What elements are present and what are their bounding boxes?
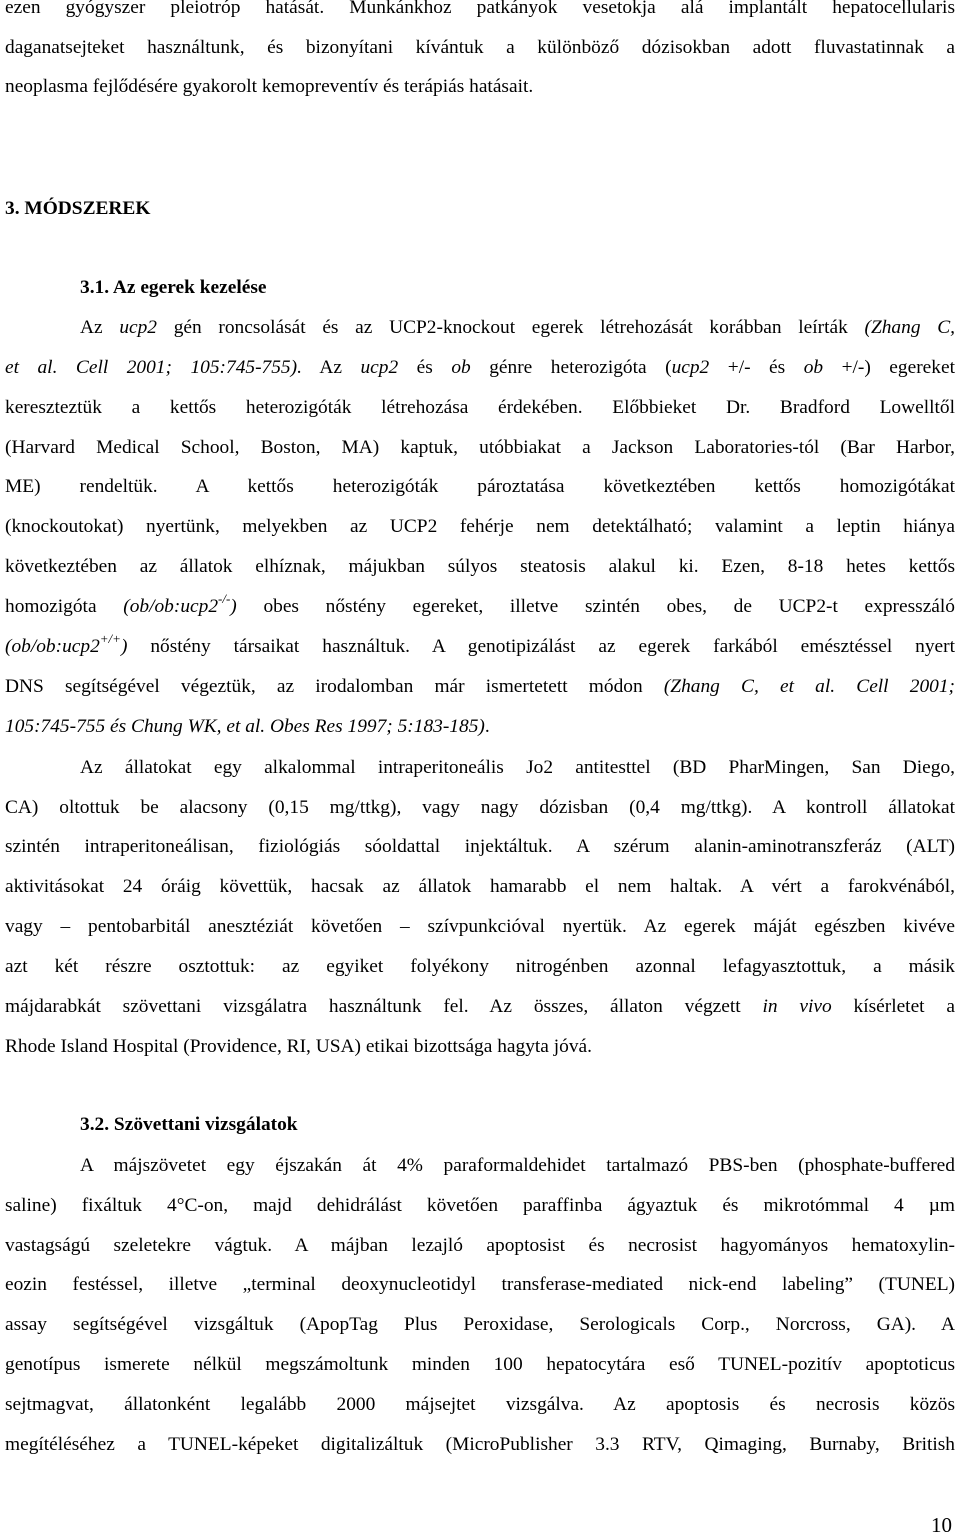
body-line: (knockoutokat) nyertünk, melyekben az UCP2 fehérje nem detektálható; valamint a leptin hiánya: [5, 516, 955, 537]
body-line: vagy – pentobarbitál anesztéziát követően – szívpunkcióval nyertük. Az egerek máját egészben kivéve: [5, 916, 955, 937]
subsection-heading: 3.2. Szövettani vizsgálatok: [80, 1114, 298, 1135]
body-line: ME) rendeltük. A kettős heterozigóták pároztatása következtében kettős homozigótákat: [5, 476, 955, 497]
body-line: saline) fixáltuk 4°C-on, majd dehidrálást követően paraffinba ágyaztuk és mikrotómmal 4 µm: [5, 1195, 955, 1216]
section-heading: 3. MÓDSZEREK: [5, 198, 151, 219]
body-line: (ob/ob:ucp2+/+) nőstény társaikat használtuk. A genotipizálást az egerek farkából emésztéssel nyert: [5, 630, 955, 657]
body-line: megítéléséhez a TUNEL-képeket digitalizáltuk (MicroPublisher 3.3 RTV, Qimaging, Burnaby, British: [5, 1434, 955, 1455]
body-line: assay segítségével vizsgáltuk (ApopTag Plus Peroxidase, Serologicals Corp., Norcross, GA). A: [5, 1314, 955, 1335]
body-line: et al. Cell 2001; 105:745-755). Az ucp2 és ob génre heterozigóta (ucp2 +/- és ob +/-) egereket: [5, 357, 955, 378]
body-line: azt két részre osztottuk: az egyiket folyékony nitrogénben azonnal lefagyasztottuk, a másik: [5, 956, 955, 977]
body-line: (Harvard Medical School, Boston, MA) kaptuk, utóbbiakat a Jackson Laboratories-tól (Bar Harbor,: [5, 437, 955, 458]
body-line: Az állatokat egy alkalommal intraperitoneális Jo2 antitesttel (BD PharMingen, San Diego,: [80, 757, 955, 778]
body-line: vastagságú szeletekre vágtuk. A májban lezajló apoptosist és necrosist hagyományos hematoxylin-: [5, 1235, 955, 1256]
body-line: homozigóta (ob/ob:ucp2-/-) obes nőstény egereket, illetve szintén obes, de UCP2-t expresszáló: [5, 590, 955, 617]
body-line: genotípus ismerete nélkül megszámoltunk minden 100 hepatocytára eső TUNEL-pozitív apoptoticus: [5, 1354, 955, 1375]
body-line: DNS segítségével végeztük, az irodalomban már ismertetett módon (Zhang C, et al. Cell 2001;: [5, 676, 955, 697]
page-number: 10: [931, 1513, 952, 1537]
body-line: 105:745-755 és Chung WK, et al. Obes Res 1997; 5:183-185).: [5, 716, 490, 737]
body-line: májdarabkát szövettani vizsgálatra használtunk fel. Az összes, állaton végzett in vivo kísérletet a: [5, 996, 955, 1017]
body-line: sejtmagvat, állatonként legalább 2000 májsejtet vizsgálva. Az apoptosis és necrosis közös: [5, 1394, 955, 1415]
body-line: Rhode Island Hospital (Providence, RI, USA) etikai bizottsága hagyta jóvá.: [5, 1036, 592, 1057]
body-line: CA) oltottuk be alacsony (0,15 mg/ttkg), vagy nagy dózisban (0,4 mg/ttkg). A kontroll állatokat: [5, 797, 955, 818]
body-line: neoplasma fejlődésére gyakorolt kemopreventív és terápiás hatásait.: [5, 76, 534, 97]
body-line: szintén intraperitoneálisan, fiziológiás sóoldattal injektáltuk. A szérum alanin-aminotranszferáz (ALT): [5, 836, 955, 857]
body-line: következtében az állatok elhíznak, májukban súlyos steatosis alakul ki. Ezen, 8-18 hetes kettős: [5, 556, 955, 577]
body-line: daganatsejteket használtunk, és bizonyítani kívántuk a különböző dózisokban adott fluvastatinnak a: [5, 37, 955, 58]
body-line: A májszövetet egy éjszakán át 4% paraformaldehidet tartalmazó PBS-ben (phosphate-buffered: [80, 1155, 955, 1176]
body-line: kereszteztük a kettős heterozigóták létrehozása érdekében. Előbbieket Dr. Bradford Lowelltől: [5, 397, 955, 418]
body-line: eozin festéssel, illetve „terminal deoxynucleotidyl transferase-mediated nick-end labeling” (TUNEL): [5, 1274, 955, 1295]
body-line: aktivitásokat 24 óráig követtük, hacsak az állatok hamarabb el nem haltak. A vért a farokvénából,: [5, 876, 955, 897]
body-line: Az ucp2 gén roncsolását és az UCP2-knockout egerek létrehozását korábban leírták (Zhang C,: [80, 317, 955, 338]
subsection-heading: 3.1. Az egerek kezelése: [80, 277, 267, 298]
body-line: ezen gyógyszer pleiotróp hatását. Munkánkhoz patkányok vesetokja alá implantált hepatocellularis: [5, 0, 955, 18]
